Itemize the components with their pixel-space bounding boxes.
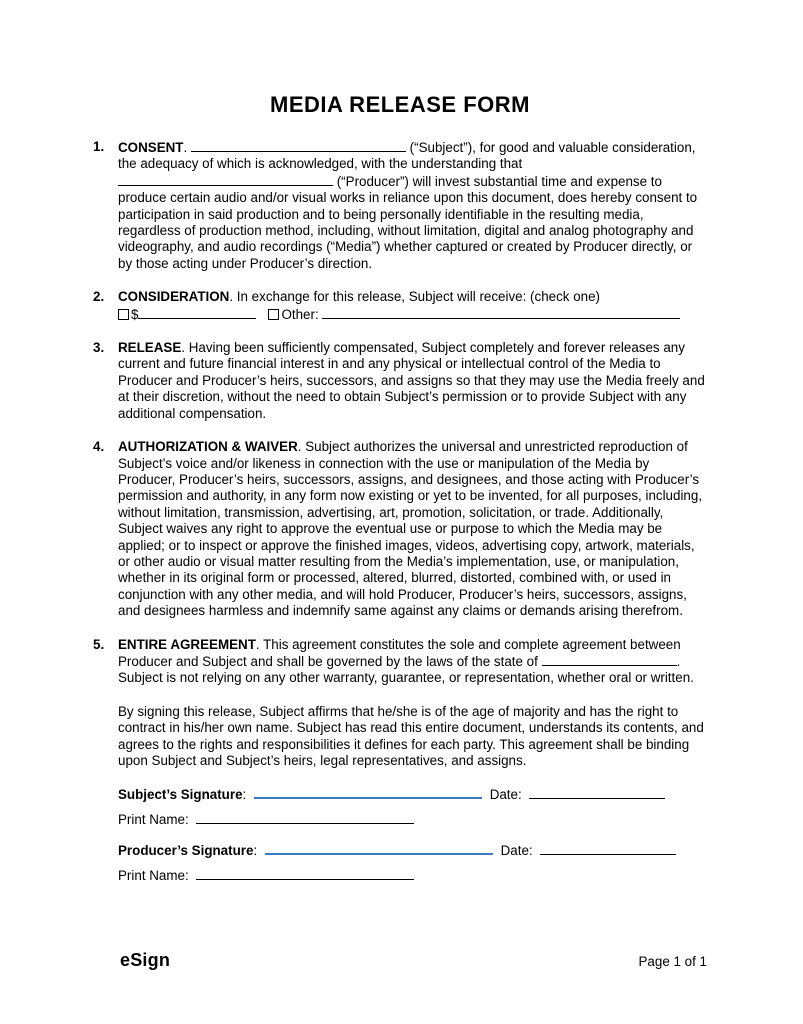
section-heading: AUTHORIZATION & WAIVER [118, 439, 298, 455]
date-line[interactable] [529, 786, 665, 799]
fill-in-blank-line[interactable] [138, 306, 256, 319]
signature-line[interactable] [265, 842, 493, 855]
checkbox[interactable] [268, 309, 279, 320]
section [93, 139, 707, 272]
section-number [93, 704, 118, 770]
section-body: AUTHORIZATION & WAIVER. Subject authorizes the universal and unrestricted reproduction of Subject’s voice and/or likeness in connection with the use or manipulation of the Media by Producer, Producer’s heirs, successors, assigns, and designees, and those acting with Producer’s permission and authority, in any form now existing or yet to be invented, for all purposes, including, without limitation, transmission, advertising, art, promotion, solicitation, or trade. Additionally, Subject waives any right to approve the eventual use or purpose to which the Media may be applied; or to inspect or approve the finished images, videos, advertising copy, artwork, materials, or other audio or visual matter resulting from the Media’s implementation, use, or manipulation, whether in its original form or processed, altered, blurred, distorted, combined with, or used in conjunction with any other media, and will hold Producer, Producer’s heirs, successors, assigns, and designees harmless and indemnify same against any claims or demands arising therefrom. [118, 439, 703, 619]
section-heading: CONSIDERATION [118, 289, 230, 305]
section-number: 3. [93, 340, 105, 356]
section [93, 439, 707, 619]
checkbox[interactable] [118, 309, 129, 320]
print-name-label: Print Name: [118, 811, 189, 827]
section-number: 5. [93, 636, 105, 652]
section-heading: CONSENT [118, 140, 184, 155]
signature-block [118, 786, 707, 884]
section [93, 704, 707, 770]
signature-label: Subject’s Signature [118, 787, 243, 803]
section-heading: ENTIRE AGREEMENT [118, 636, 256, 652]
section-number: 4. [93, 439, 105, 455]
section [93, 637, 707, 687]
section-number: 1. [93, 139, 105, 154]
sections [93, 139, 707, 769]
print-name-row [118, 811, 707, 828]
fill-in-blank-line[interactable] [322, 306, 680, 319]
print-name-row [118, 867, 707, 884]
footer [120, 950, 707, 971]
signature-row: Producer’s Signature: Date: [118, 842, 707, 859]
section [93, 289, 707, 323]
fill-in-blank-line[interactable] [542, 653, 677, 666]
signature-group [118, 786, 707, 828]
section-heading: RELEASE [118, 340, 182, 356]
section-body: By signing this release, Subject affirms that he/she is of the age of majority and has the right to contract in his/her own name. Subject has read this entire document, understands its contents, and agrees to the rights and responsibilities it defines for each party. This agreement shall be binding upon Subject and Subject’s heirs, legal representatives, and assigns. [118, 703, 704, 768]
page-number: Page 1 of 1 [638, 954, 707, 969]
section [93, 340, 707, 422]
section-body: ENTIRE AGREEMENT. This agreement constitutes the sole and complete agreement between Producer and Subject and shall be governed by the laws of the state of . Subject is not relying on any other warranty, guarantee, or representation, whether oral or written. [118, 636, 694, 686]
section-number: 2. [93, 289, 105, 305]
date-line[interactable] [540, 842, 676, 855]
section-body: CONSENT. (“Subject”), for good and valuable consideration, the adequacy of which is acknowledged, with the understanding that (“Producer”) will invest substantial time and expense to produce certain audio and/or visual works in reliance upon this document, does hereby consent to participation in said production and to being personally identifiable in the resulting media, regardless of production method, including, without limitation, digital and analog photography and videography, and audio recordings (“Media”) whether captured or created by Producer directly, or by those acting under Producer’s direction. [118, 140, 698, 271]
page-title: MEDIA RELEASE FORM [270, 92, 530, 117]
signature-label: Producer’s Signature [118, 843, 254, 859]
signature-line[interactable] [254, 786, 482, 799]
fill-in-blank-line[interactable] [191, 139, 406, 152]
signature-row: Subject’s Signature: Date: [118, 786, 707, 803]
esign-logo: eSign [120, 950, 171, 970]
print-name-line[interactable] [196, 811, 414, 824]
fill-in-blank-line[interactable] [118, 173, 333, 186]
section-body: CONSIDERATION. In exchange for this release, Subject will receive: (check one) $ Other: [118, 289, 707, 323]
section-body: RELEASE. Having been sufficiently compensated, Subject completely and forever releases any current and future financial interest in and any physical or intellectual control of the Media to Producer and Producer’s heirs, successors, and assigns so that they may use the Media freely and at their discretion, without the need to obtain Subject’s permission or to provide Subject with any additional compensation. [118, 340, 705, 421]
print-name-line[interactable] [196, 867, 414, 880]
signature-group [118, 842, 707, 884]
print-name-label: Print Name: [118, 867, 189, 883]
